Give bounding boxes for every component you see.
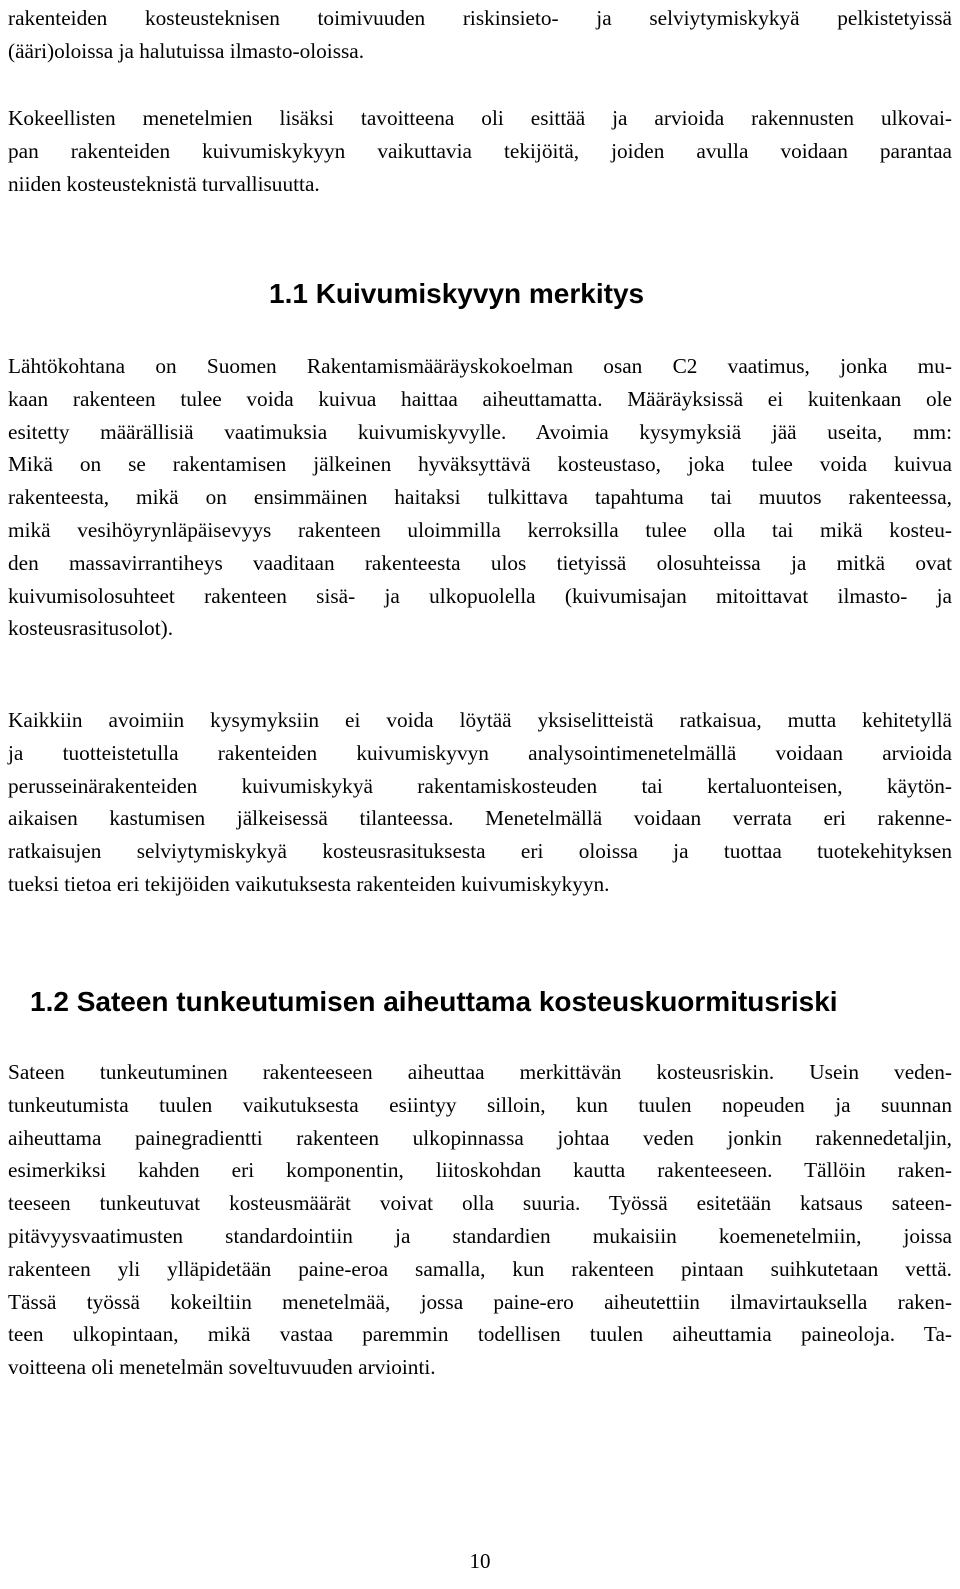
intro-paragraph <box>8 2 952 68</box>
text-line: kosteusrasitusolot). <box>8 616 174 641</box>
goal-paragraph <box>8 102 952 200</box>
text-line: aiheuttama painegradientti rakenteen ulkopinnassa johtaa veden jonkin rakennedetaljin, <box>8 1125 952 1150</box>
text-line: tunkeutumista tuulen vaikutuksesta esiintyy silloin, kun tuulen nopeuden ja suunnan <box>8 1092 952 1117</box>
text-line: teeseen tunkeutuvat kosteusmäärät voivat olla suuria. Työssä esitetään katsaus sateen- <box>8 1191 952 1216</box>
section-1-2-paragraph <box>8 1056 952 1384</box>
section-1-1-paragraph-1 <box>8 350 952 645</box>
text-line: esitetty määrällisiä vaatimuksia kuivumiskyvylle. Avoimia kysymyksiä jää useita, mm: <box>8 419 952 444</box>
text-line: Mikä on se rakentamisen jälkeinen hyväksyttävä kosteustaso, joka tulee voida kuivua <box>8 452 952 477</box>
section-heading-1-2: 1.2 Sateen tunkeutumisen aiheuttama kosteuskuormitusriski <box>30 986 838 1017</box>
text-line: ratkaisujen selviytymiskykyä kosteusrasituksesta eri oloissa ja tuottaa tuotekehityksen <box>8 839 952 864</box>
text-line: mikä vesihöyrynläpäisevyys rakenteen uloimmilla kerroksilla tulee olla tai mikä kosteu- <box>8 517 952 542</box>
text-line: pitävyysvaatimusten standardointiin ja standardien mukaisiin koemenetelmiin, joissa <box>8 1223 952 1248</box>
text-line: rakenteesta, mikä on ensimmäinen haitaksi tulkittava tapahtuma tai muutos rakenteessa, <box>8 485 952 510</box>
text-line: rakenteen yli ylläpidetään paine-eroa samalla, kun rakenteen pintaan suihkutetaan vettä. <box>8 1256 952 1281</box>
text-line: aikaisen kastumisen jälkeisessä tilanteessa. Menetelmällä voidaan verrata eri rakenne- <box>8 806 952 831</box>
text-line: rakenteiden kosteusteknisen toimivuuden riskinsieto- ja selviytymiskykyä pelkistetyissä <box>8 6 952 30</box>
text-line: perusseinärakenteiden kuivumiskykyä rakentamiskosteuden tai kertaluonteisen, käytön- <box>8 773 952 798</box>
section-heading-1-1: 1.1 Kuivumiskyvyn merkitys <box>269 278 645 309</box>
text-line: Sateen tunkeutuminen rakenteeseen aiheuttaa merkittävän kosteusriskin. Usein veden- <box>8 1060 952 1084</box>
text-line: niiden kosteusteknistä turvallisuutta. <box>8 171 320 196</box>
text-line: esimerkiksi kahden eri komponentin, liitoskohdan kautta rakenteeseen. Tällöin raken- <box>8 1158 952 1183</box>
text-line: den massavirrantiheys vaaditaan rakenteesta ulos tietyissä olosuhteissa ja mitkä ovat <box>8 550 952 575</box>
text-line: kuivumisolosuhteet rakenteen sisä- ja ulkopuolella (kuivumisajan mitoittavat ilmasto- ja <box>8 583 952 608</box>
text-line: Tässä työssä kokeiltiin menetelmää, jossa paine-ero aiheutettiin ilmavirtauksella raken- <box>8 1289 952 1314</box>
text-line: tueksi tietoa eri tekijöiden vaikutuksesta rakenteiden kuivumiskykyyn. <box>8 871 610 896</box>
text-line: ja tuotteistetulla rakenteiden kuivumiskyvyn analysointimenetelmällä voidaan arvioida <box>8 740 952 765</box>
text-line: teen ulkopintaan, mikä vastaa paremmin todellisen tuulen aiheuttamia paineoloja. Ta- <box>8 1322 952 1347</box>
text-line: (ääri)oloissa ja halutuissa ilmasto-oloissa. <box>8 38 365 63</box>
text-line: voitteena oli menetelmän soveltuvuuden arviointi. <box>8 1355 436 1380</box>
section-1-1-paragraph-2 <box>8 704 952 901</box>
text-line: Lähtökohtana on Suomen Rakentamismääräyskokoelman osan C2 vaatimus, jonka mu- <box>8 354 952 378</box>
page-number: 10 <box>469 1549 491 1573</box>
text-line: kaan rakenteen tulee voida kuivua haittaa aiheuttamatta. Määräyksissä ei kuitenkaan ole <box>8 386 952 411</box>
text-line: Kaikkiin avoimiin kysymyksiin ei voida löytää yksiselitteistä ratkaisua, mutta kehitetyllä <box>8 708 952 732</box>
text-line: Kokeellisten menetelmien lisäksi tavoitteena oli esittää ja arvioida rakennusten ulkovai- <box>8 106 952 130</box>
text-line: pan rakenteiden kuivumiskykyyn vaikuttavia tekijöitä, joiden avulla voidaan parantaa <box>8 138 952 163</box>
